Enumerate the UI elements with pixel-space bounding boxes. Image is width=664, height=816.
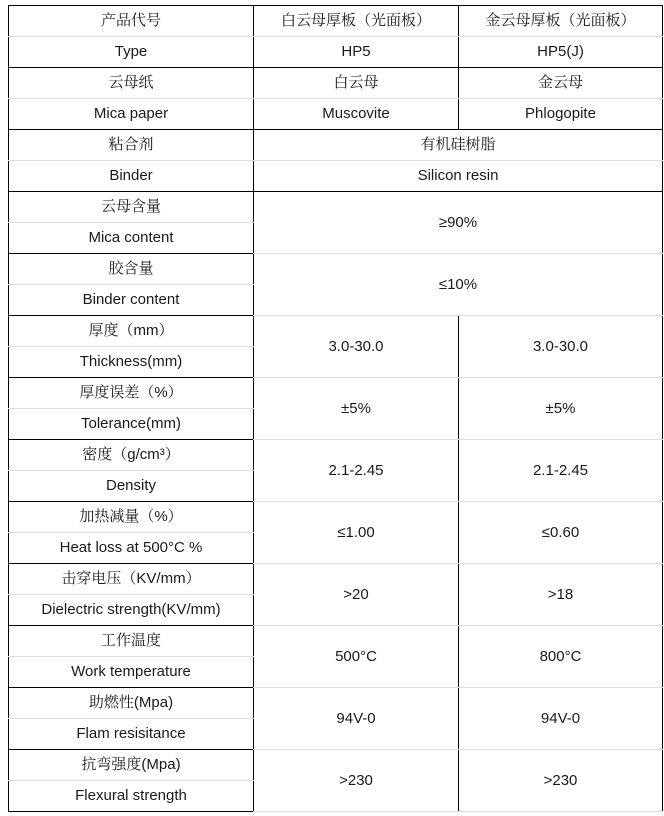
header-product-1-en: HP5 — [254, 37, 459, 68]
tolerance-label-zh: 厚度误差（%） — [9, 378, 254, 409]
flexural-value-1: >230 — [254, 750, 459, 812]
thickness-label-zh: 厚度（mm） — [9, 316, 254, 347]
dielectric-value-2: >18 — [459, 564, 663, 626]
table-row — [9, 68, 663, 99]
table-row — [9, 37, 663, 68]
header-product-1-zh: 白云母厚板（光面板） — [254, 6, 459, 37]
binder-label-en: Binder — [9, 161, 254, 192]
heat-loss-value-1: ≤1.00 — [254, 502, 459, 564]
flexural-label-en: Flexural strength — [9, 781, 254, 812]
table-row — [9, 688, 663, 719]
flexural-value-2: >230 — [459, 750, 663, 812]
table-row — [9, 750, 663, 781]
mica-paper-label-zh: 云母纸 — [9, 68, 254, 99]
mica-paper-label-en: Mica paper — [9, 99, 254, 130]
mica-content-value: ≥90% — [254, 192, 663, 254]
table-row — [9, 564, 663, 595]
flam-label-zh: 助燃性(Mpa) — [9, 688, 254, 719]
flam-value-1: 94V-0 — [254, 688, 459, 750]
binder-value-zh: 有机硅树脂 — [254, 130, 663, 161]
density-label-zh: 密度（g/cm³） — [9, 440, 254, 471]
work-temp-label-en: Work temperature — [9, 657, 254, 688]
table-row — [9, 99, 663, 130]
tolerance-value-2: ±5% — [459, 378, 663, 440]
heat-loss-label-zh: 加热减量（%） — [9, 502, 254, 533]
table-row — [9, 502, 663, 533]
spec-table — [8, 5, 663, 812]
table-row — [9, 6, 663, 37]
density-value-1: 2.1-2.45 — [254, 440, 459, 502]
binder-content-label-en: Binder content — [9, 285, 254, 316]
mica-paper-value-1-en: Muscovite — [254, 99, 459, 130]
work-temp-value-1: 500°C — [254, 626, 459, 688]
table-row — [9, 130, 663, 161]
heat-loss-label-en: Heat loss at 500°C % — [9, 533, 254, 564]
thickness-label-en: Thickness(mm) — [9, 347, 254, 378]
header-type-label-zh: 产品代号 — [9, 6, 254, 37]
binder-value-en: Silicon resin — [254, 161, 663, 192]
mica-content-label-en: Mica content — [9, 223, 254, 254]
flam-label-en: Flam resisitance — [9, 719, 254, 750]
work-temp-label-zh: 工作温度 — [9, 626, 254, 657]
table-row — [9, 626, 663, 657]
mica-paper-value-1-zh: 白云母 — [254, 68, 459, 99]
dielectric-value-1: >20 — [254, 564, 459, 626]
mica-paper-value-2-en: Phlogopite — [459, 99, 663, 130]
density-label-en: Density — [9, 471, 254, 502]
header-product-2-en: HP5(J) — [459, 37, 663, 68]
thickness-value-2: 3.0-30.0 — [459, 316, 663, 378]
binder-content-value: ≤10% — [254, 254, 663, 316]
mica-paper-value-2-zh: 金云母 — [459, 68, 663, 99]
thickness-value-1: 3.0-30.0 — [254, 316, 459, 378]
tolerance-label-en: Tolerance(mm) — [9, 409, 254, 440]
density-value-2: 2.1-2.45 — [459, 440, 663, 502]
mica-content-label-zh: 云母含量 — [9, 192, 254, 223]
dielectric-label-zh: 击穿电压（KV/mm） — [9, 564, 254, 595]
flexural-label-zh: 抗弯强度(Mpa) — [9, 750, 254, 781]
table-row — [9, 254, 663, 285]
header-type-label-en: Type — [9, 37, 254, 68]
tolerance-value-1: ±5% — [254, 378, 459, 440]
table-row — [9, 440, 663, 471]
binder-content-label-zh: 胶含量 — [9, 254, 254, 285]
table-row — [9, 192, 663, 223]
table-row — [9, 161, 663, 192]
flam-value-2: 94V-0 — [459, 688, 663, 750]
dielectric-label-en: Dielectric strength(KV/mm) — [9, 595, 254, 626]
table-row — [9, 378, 663, 409]
heat-loss-value-2: ≤0.60 — [459, 502, 663, 564]
header-product-2-zh: 金云母厚板（光面板） — [459, 6, 663, 37]
work-temp-value-2: 800°C — [459, 626, 663, 688]
binder-label-zh: 粘合剂 — [9, 130, 254, 161]
table-row — [9, 316, 663, 347]
